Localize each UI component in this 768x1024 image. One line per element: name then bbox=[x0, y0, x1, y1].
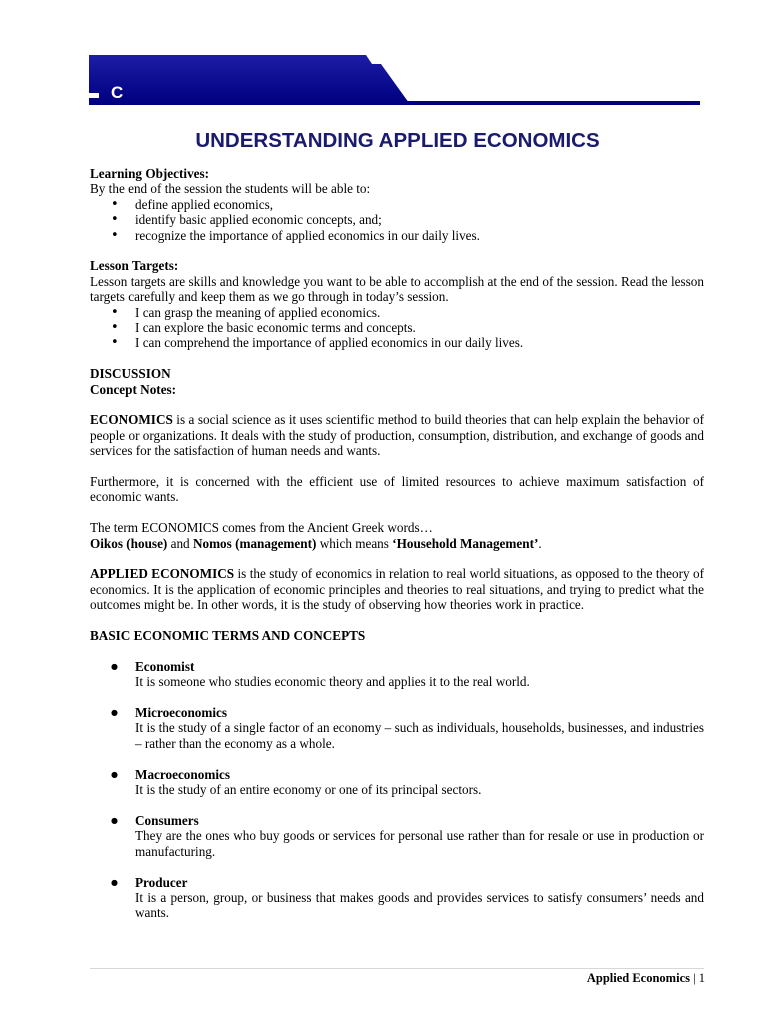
footer-divider bbox=[90, 968, 704, 969]
list-item: • define applied economics, bbox=[90, 197, 704, 212]
objectives-list bbox=[90, 197, 704, 243]
concept-term: ● Macroeconomics bbox=[135, 766, 230, 782]
list-item bbox=[90, 767, 704, 798]
list-item: • recognize the importance of applied economics in our daily lives. bbox=[90, 228, 704, 243]
targets-list bbox=[90, 305, 704, 351]
economics-text: is a social science as it uses scientific method to build theories that can help explain the behavior of people or organizations. It deals with the study of production, consumption, distribution, and exchange of goods and services for the satisfaction of human needs and wants. bbox=[90, 412, 704, 459]
document-body bbox=[90, 166, 704, 936]
targets-intro: Lesson targets are skills and knowledge you want to be able to accomplish at the end of the session. Read the lesson targets carefully and keep them as we go through in today’s session. bbox=[90, 273, 704, 305]
applied-economics-text: is the study of economics in relation to real world situations, as opposed to the theory of economics. It is the application of economic principles and theories to real situations, and trying to predict what the outcomes might be. In other words, it is the study of observing how theories work in practice. bbox=[90, 566, 704, 613]
concept-definition: It is someone who studies economic theory and applies it to the real world. bbox=[135, 674, 530, 690]
origin-and: and bbox=[167, 535, 193, 551]
list-item bbox=[90, 813, 704, 859]
origin-words bbox=[90, 536, 704, 551]
concept-definition: It is a person, group, or business that makes goods and provides services to satisfy consumers’ needs and wants. bbox=[135, 889, 704, 921]
list-item: • I can comprehend the importance of applied economics in our daily lives. bbox=[90, 335, 704, 350]
furthermore-paragraph: Furthermore, it is concerned with the efficient use of limited resources to achieve maximum satisfaction of economic wants. bbox=[90, 474, 704, 505]
origin-meaning: ‘Household Management’ bbox=[392, 535, 539, 551]
concept-term: ● Consumers bbox=[135, 812, 199, 828]
applied-economics-paragraph bbox=[90, 566, 704, 612]
origin-end: . bbox=[538, 535, 542, 551]
list-item: • identify basic applied economic concepts, and; bbox=[90, 212, 704, 227]
concepts-list bbox=[90, 659, 704, 921]
concept-term: ● Producer bbox=[135, 874, 188, 890]
concept-term: ● Microeconomics bbox=[135, 705, 228, 721]
concept-definition: It is the study of an entire economy or one of its principal sectors. bbox=[135, 782, 482, 798]
discussion-heading: DISCUSSION bbox=[90, 366, 171, 382]
applied-economics-term: APPLIED ECONOMICS bbox=[90, 566, 235, 582]
objectives-heading: Learning Objectives: bbox=[90, 166, 210, 181]
list-item: • I can explore the basic economic terms and concepts. bbox=[90, 320, 704, 335]
origin-nomos: Nomos (management) bbox=[192, 535, 317, 551]
list-item bbox=[90, 875, 704, 921]
concept-definition: It is the study of a single factor of an economy – such as individuals, households, businesses, and industries – rather than the economy as a whole. bbox=[135, 720, 704, 751]
list-item bbox=[90, 705, 704, 751]
concept-notes-heading: Concept Notes: bbox=[90, 381, 177, 397]
header-letter: C bbox=[111, 83, 124, 102]
targets-heading: Lesson Targets: bbox=[90, 258, 179, 274]
concept-definition: They are the ones who buy goods or services for personal use rather than for resale or use in production or manufacturing. bbox=[135, 828, 704, 859]
page-number: 1 bbox=[698, 971, 705, 985]
list-item bbox=[90, 659, 704, 690]
page-title: UNDERSTANDING APPLIED ECONOMICS bbox=[195, 129, 600, 152]
origin-line: The term ECONOMICS comes from the Ancient Greek words… bbox=[90, 520, 433, 536]
footer-separator: | bbox=[689, 971, 699, 985]
footer-label: Applied Economics bbox=[586, 971, 690, 985]
economics-term: ECONOMICS bbox=[90, 412, 173, 428]
concepts-heading: BASIC ECONOMIC TERMS AND CONCEPTS bbox=[90, 628, 366, 644]
economics-paragraph bbox=[90, 412, 704, 458]
concept-term: ● Economist bbox=[135, 658, 195, 674]
objectives-intro: By the end of the session the students will be able to: bbox=[90, 181, 371, 197]
page-footer bbox=[587, 971, 705, 986]
origin-oikos: Oikos (house) bbox=[90, 535, 168, 551]
origin-which: which means bbox=[316, 535, 393, 551]
list-item: • I can grasp the meaning of applied economics. bbox=[90, 305, 704, 320]
